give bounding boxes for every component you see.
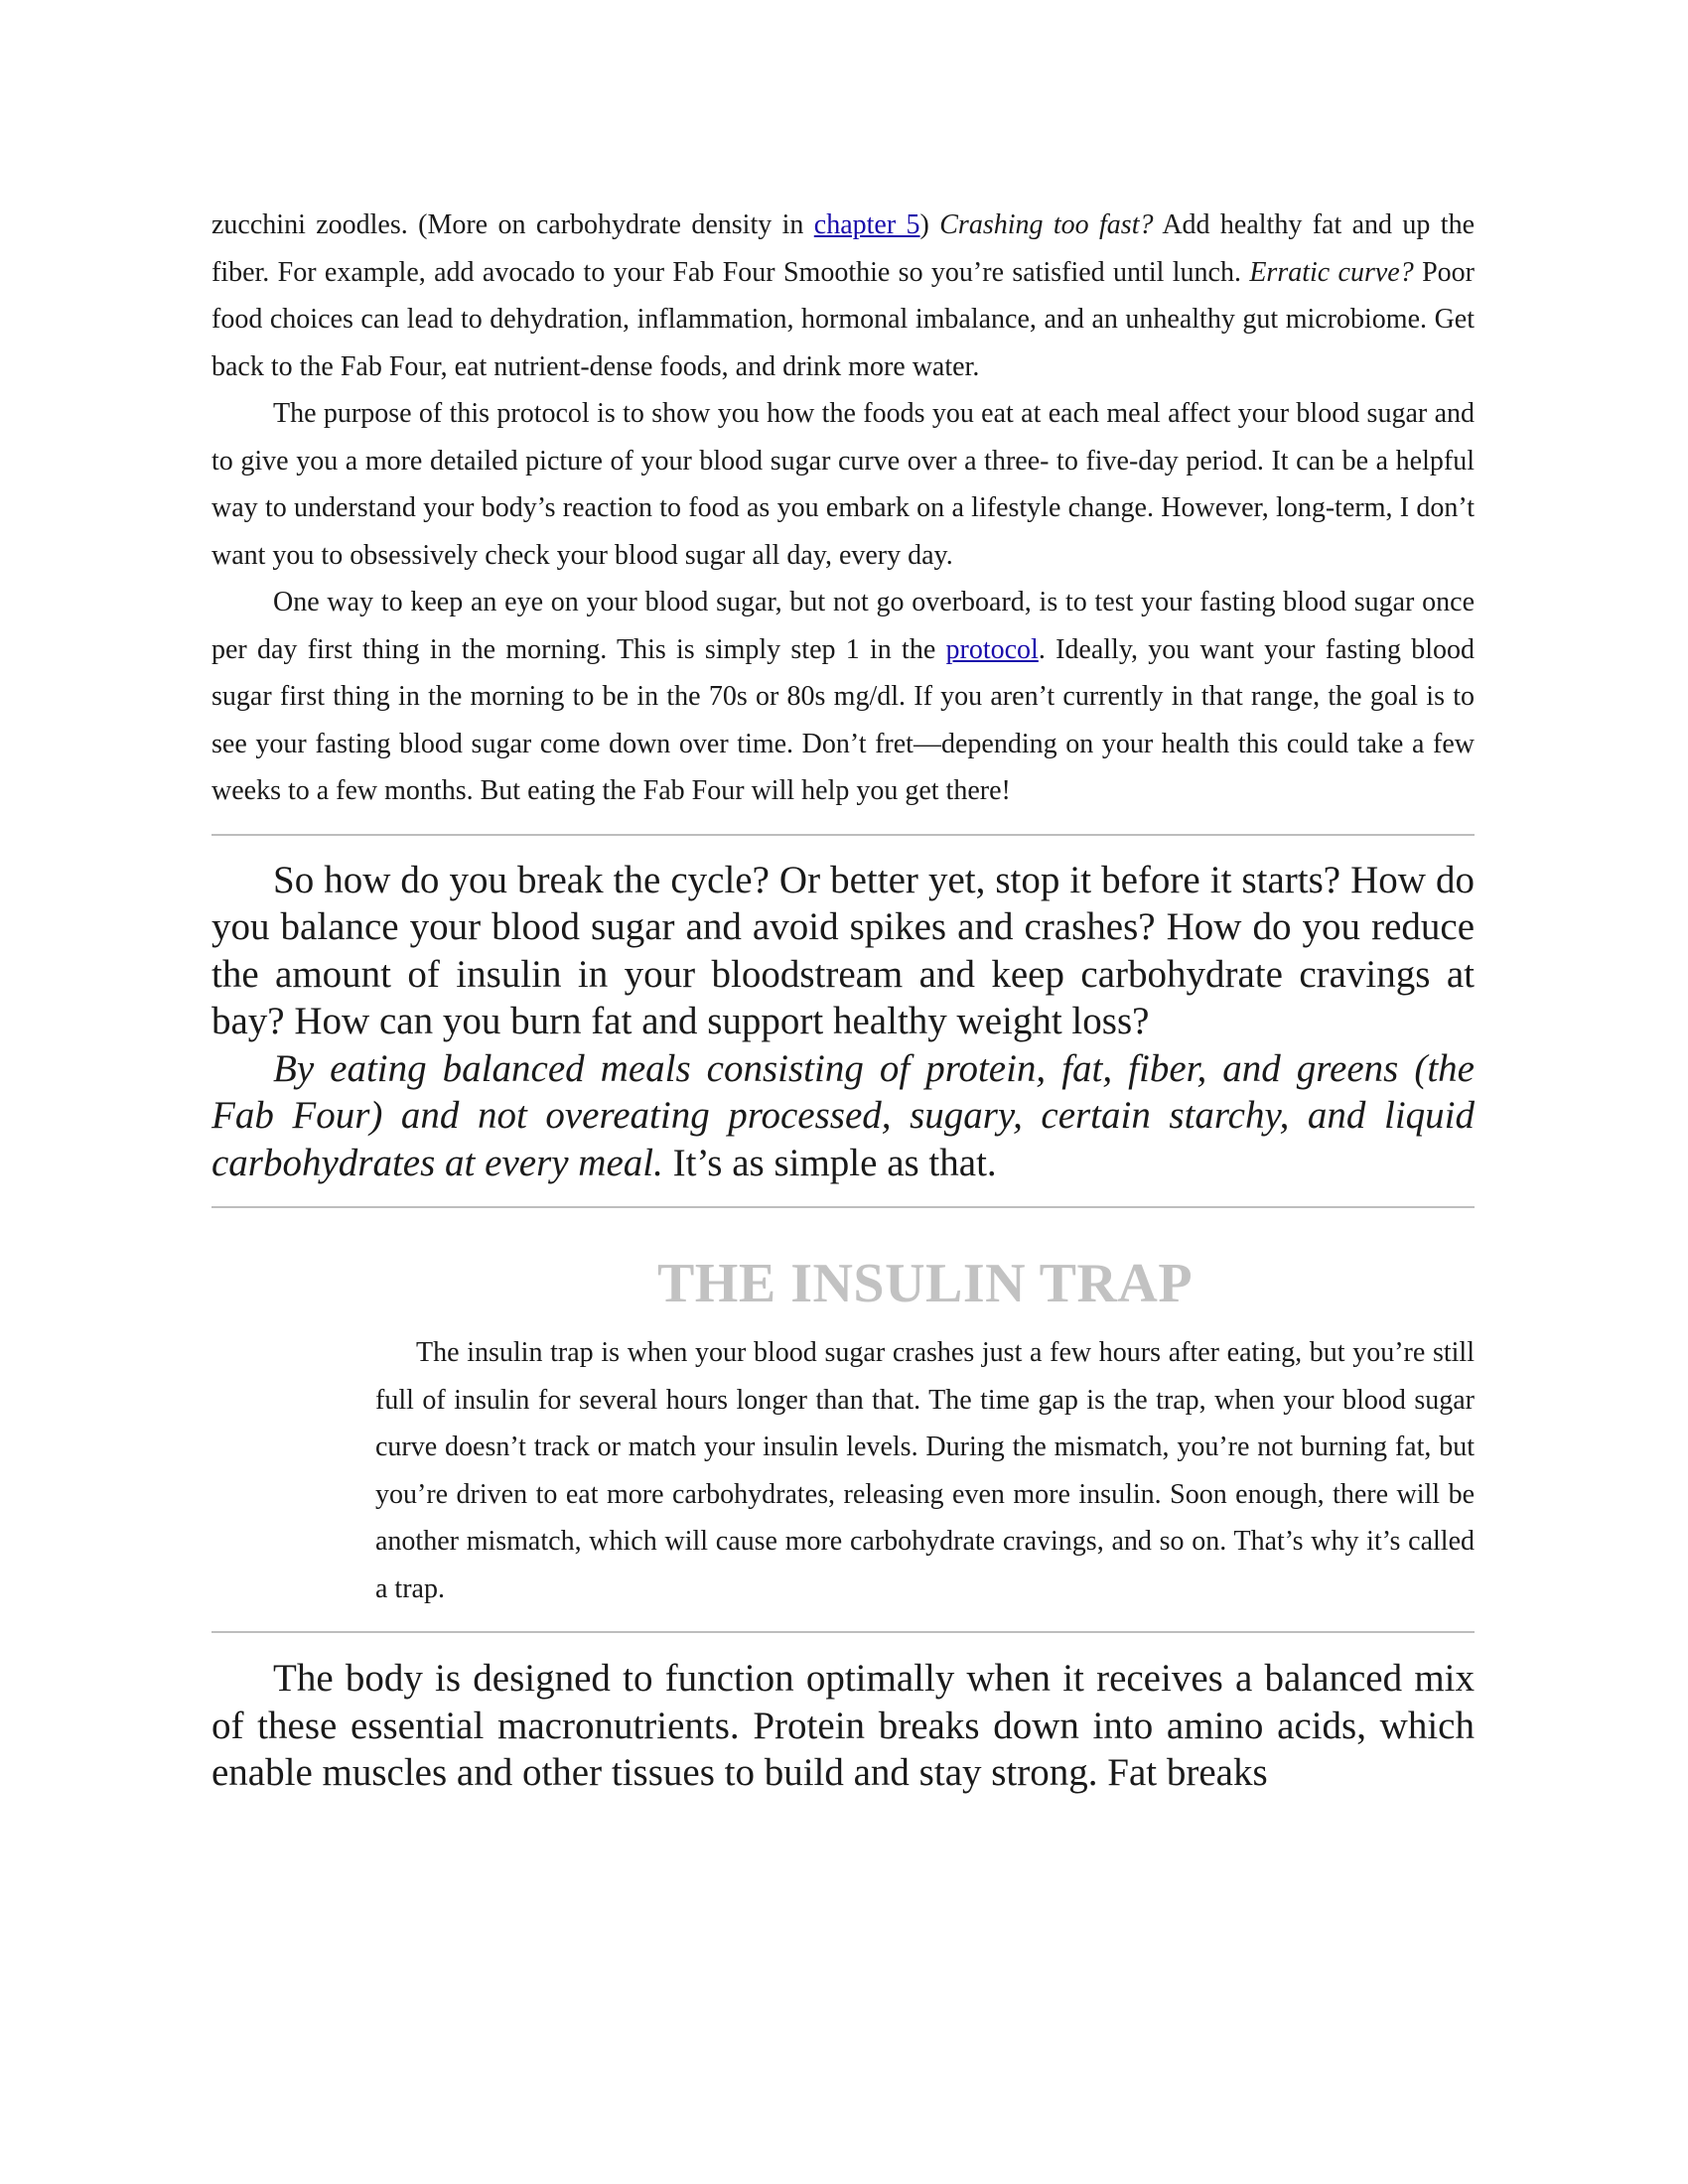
pull-quote bbox=[211, 857, 1475, 1187]
erratic-curve-emphasis: Erratic curve? bbox=[1249, 256, 1414, 288]
sidebar-box bbox=[375, 1329, 1475, 1612]
paragraph-1: zucchini zoodles. (More on carbohydrate density in chapter 5) Crashing too fast? Add healthy fat and up the fiber. For example, add avocado to your Fab Four Smoothie so you’re satisfied until lunch. Erratic curve? Poor food choices can lead to dehydration, inflammation, hormonal imbalance, and an unhealthy gut microbiome. Get back to the Fab Four, eat nutrient-dense foods, and drink more water. bbox=[211, 209, 1475, 382]
crashing-too-fast-emphasis: Crashing too fast? bbox=[939, 209, 1154, 240]
protocol-link[interactable]: protocol bbox=[945, 633, 1039, 665]
paragraph-2: The purpose of this protocol is to show you how the foods you eat at each meal affect your blood sugar and to give you a more detailed picture of your blood sugar curve over a three- to five-day period. It can be a helpful way to understand your body’s reaction to food as you embark on a lifestyle change. However, long-term, I don’t want you to obsessively check your blood sugar all day, every day. bbox=[211, 398, 1475, 571]
pull-quote-paragraph-1: So how do you break the cycle? Or better yet, stop it before it starts? How do you balance your blood sugar and avoid spikes and crashes? How do you reduce the amount of insulin in your bloodstream and keep carbohydrate cravings at bay? How can you burn fat and support healthy weight loss? bbox=[211, 858, 1475, 1042]
divider-2 bbox=[211, 1206, 1475, 1208]
pull-quote-paragraph-2: By eating balanced meals consisting of protein, fat, fiber, and greens (the Fab Four) and not overeating processed, sugary, certain starchy, and liquid carbohydrates at every meal. It’s as simple as that. bbox=[211, 1046, 1475, 1184]
divider-3 bbox=[211, 1631, 1475, 1633]
paragraph-3: One way to keep an eye on your blood sugar, but not go overboard, is to test your fasting blood sugar once per day first thing in the morning. This is simply step 1 in the protocol. Ideally, you want your fasting blood sugar first thing in the morning to be in the 70s or 80s mg/dl. If you aren’t currently in that range, the goal is to see your fasting blood sugar come down over time. Don’t fret—depending on your health this could take a few weeks to a few months. But eating the Fab Four will help you get there! bbox=[211, 587, 1475, 806]
divider-1 bbox=[211, 834, 1475, 836]
sidebar-paragraph: The insulin trap is when your blood sugar crashes just a few hours after eating, but you’re still full of insulin for several hours longer than that. The time gap is the trap, when your blood sugar curve doesn’t track or match your insulin levels. During the mismatch, you’re not burning fat, but you’re driven to eat more carbohydrates, releasing even more insulin. Soon enough, there will be another mismatch, which will cause more carbohydrate cravings, and so on. That’s why it’s called a trap. bbox=[375, 1337, 1475, 1604]
chapter-5-link[interactable]: chapter 5 bbox=[813, 209, 920, 240]
final-paragraph: The body is designed to function optimally when it receives a balanced mix of these essential macronutrients. Protein breaks down into amino acids, which enable muscles and other tissues to build and stay strong. Fat breaks bbox=[211, 1657, 1475, 1794]
page-content bbox=[211, 202, 1475, 1797]
sidebar-heading: THE INSULIN TRAP bbox=[656, 1253, 1194, 1314]
